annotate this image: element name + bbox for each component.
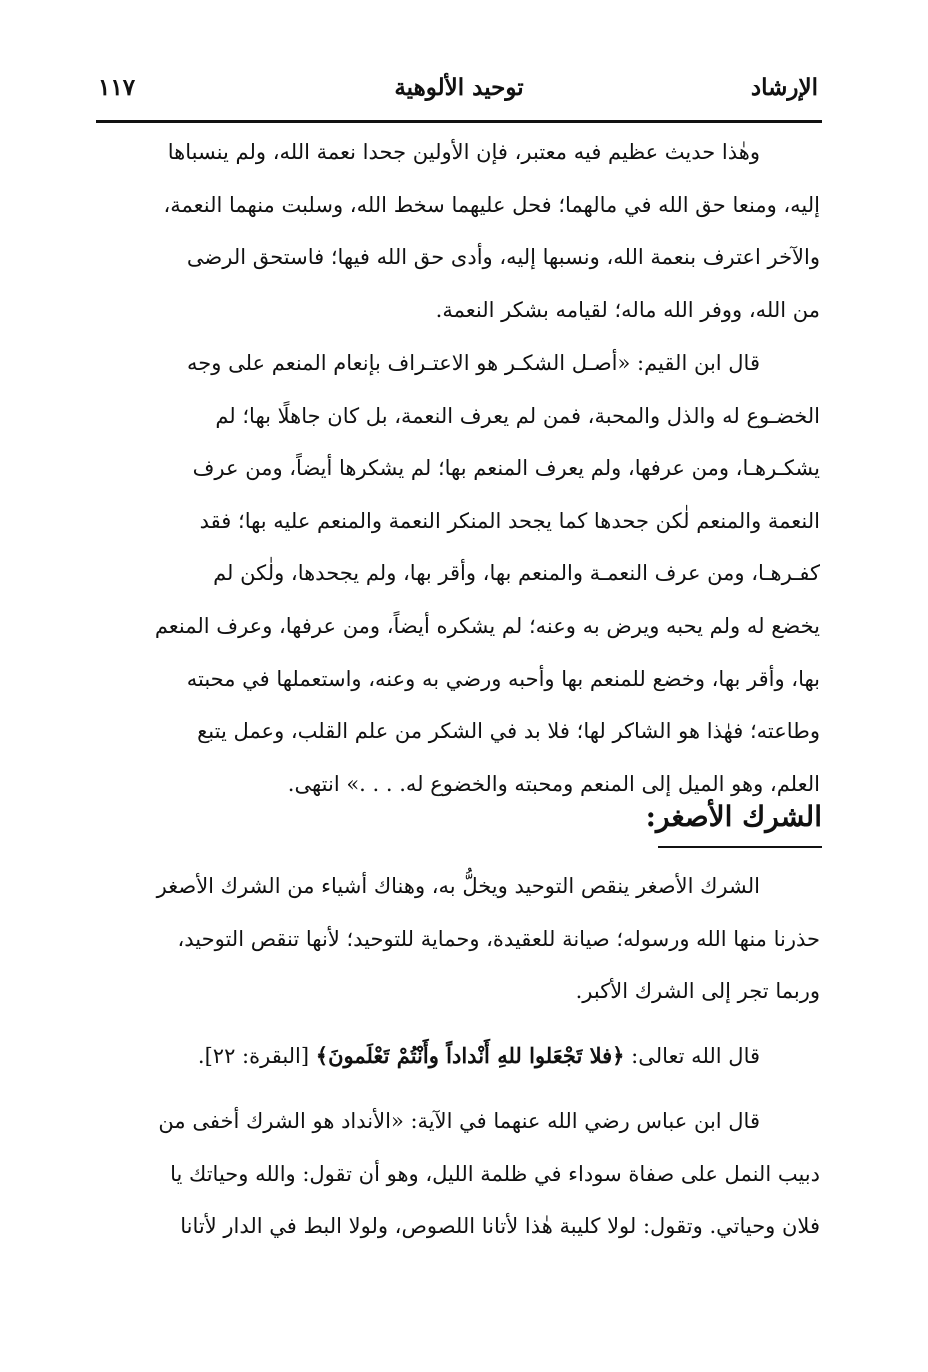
text-line: كفـرهـا، ومن عرف النعمـة والمنعم بها، وأقر بها، ولم يجحدها، ولٰكن لم — [213, 561, 820, 586]
text-line: وطاعته؛ فهٰذا هو الشاكر لها؛ فلا بد في الشكر من علم القلب، وعمل يتبع — [197, 719, 820, 744]
text-line: إليه، ومنعا حق الله في مالهما؛ فحل عليهما سخط الله، وسلبت منهما النعمة، — [163, 192, 820, 217]
text-line: العلم، وهو الميل إلى المنعم ومحبته والخضوع له. . . .» انتهى. — [287, 771, 820, 796]
citation-prefix: قال الله تعالى: — [624, 1044, 760, 1068]
paragraph-4 — [96, 1030, 820, 1083]
quran-verse: ﴿فلا تَجْعَلوا للهِ أَنْداداً وأَنْتُمْ تَعْلَمونَ﴾ — [315, 1043, 625, 1068]
paragraph-2 — [96, 337, 820, 810]
section-heading: الشرك الأصغر: — [645, 800, 822, 833]
text-line: وهٰذا حديث عظيم فيه معتبر، فإن الأولين جحدا نعمة الله، ولم ينسباها — [167, 140, 760, 164]
text-line: وربما تجر إلى الشرك الأكبر. — [575, 979, 820, 1004]
surah-reference: [البقرة: ٢٢]. — [197, 1044, 316, 1068]
page-number: ١١٧ — [98, 74, 136, 101]
quran-citation-line — [96, 1030, 820, 1083]
text-line: الشرك الأصغر ينقص التوحيد ويخلُّ به، وهناك أشياء من الشرك الأصغر — [156, 874, 760, 898]
text-line: والآخر اعترف بنعمة الله، ونسبها إليه، وأدى حق الله فيها؛ فاستحق الرضى — [186, 245, 820, 270]
text-line: دبيب النمل على صفاة سوداء في ظلمة الليل، وهو أن تقول: والله وحياتك يا — [170, 1161, 820, 1186]
page-header — [96, 60, 822, 120]
book-title: الإرشاد — [750, 74, 818, 101]
text-line: النعمة والمنعم لٰكن جحدها كما يجحد المنكر النعمة والمنعم عليه بها؛ فقد — [199, 508, 820, 533]
text-line: بها، وأقر بها، وخضع للمنعم بها وأحبه ورضي به وعنه، واستعملها في محبته — [186, 666, 820, 691]
text-line: فلان وحياتي. وتقول: لولا كليبة هٰذا لأتانا اللصوص، ولولا البط في الدار لأتانا — [180, 1214, 820, 1239]
paragraph-5 — [96, 1095, 820, 1253]
text-line: قال ابن القيم: «أصـل الشكـر هو الاعتـراف بإنعام المنعم على وجه — [187, 351, 760, 375]
paragraph-1 — [96, 126, 820, 336]
chapter-title: توحيد الألوهية — [394, 74, 524, 101]
text-line: الخضـوع له والذل والمحبة، فمن لم يعرف النعمة، بل كان جاهلًا بها؛ لم — [215, 403, 820, 428]
text-line: من الله، ووفر الله ماله؛ لقيامه بشكر النعمة. — [435, 297, 820, 322]
text-line: يشكـرهـا، ومن عرفها، ولم يعرف المنعم بها؛ لم يشكرها أيضاً، ومن عرف — [192, 456, 820, 481]
text-line: قال ابن عباس رضي الله عنهما في الآية: «الأنداد هو الشرك أخفى من — [158, 1109, 760, 1133]
paragraph-3 — [96, 860, 820, 1018]
text-line: يخضع له ولم يحبه ويرض به وعنه؛ لم يشكره أيضاً، ومن عرفها، وعرف المنعم — [154, 613, 820, 638]
section-heading-underline — [658, 846, 822, 848]
text-line: حذرنا منها الله ورسوله؛ صيانة للعقيدة، وحماية للتوحيد؛ لأنها تنقص التوحيد، — [177, 926, 820, 951]
header-divider — [96, 120, 822, 123]
